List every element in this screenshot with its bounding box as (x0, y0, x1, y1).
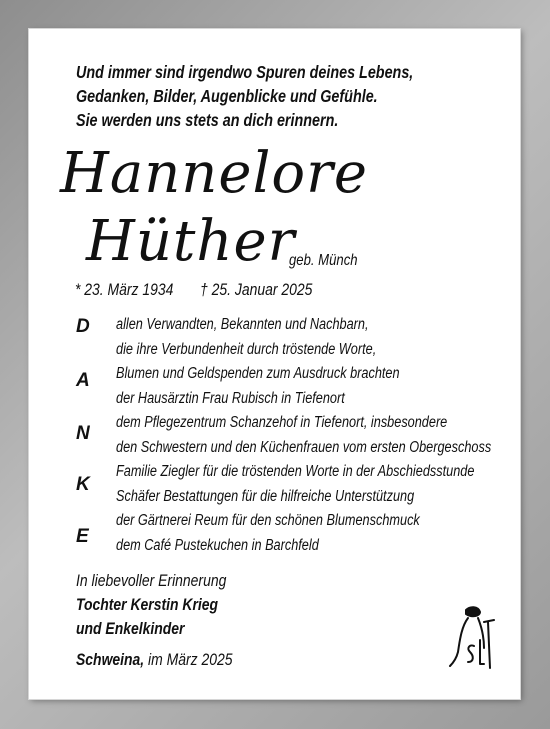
life-dates (75, 280, 313, 300)
mourner-name: Tochter Kerstin Krieg (76, 595, 219, 614)
last-name: Hüther (86, 209, 296, 274)
danke-letter: N (76, 423, 90, 444)
thanks-list (116, 313, 550, 558)
thanks-line: die ihre Verbundenheit durch tröstende Worte, (116, 340, 377, 358)
thanks-line: dem Café Pustekuchen in Barchfeld (116, 536, 319, 554)
closing-block (76, 569, 259, 641)
first-name: Hannelore (60, 141, 369, 206)
date: im März 2025 (144, 650, 233, 669)
closing-line: In liebevoller Erinnerung (76, 571, 227, 590)
thanks-line: der Gärtnerei Reum für den schönen Blumenschmuck (116, 512, 420, 529)
place: Schweina, (76, 650, 145, 669)
quote-block (76, 60, 487, 132)
danke-letter: E (76, 526, 89, 547)
danke-letter: A (76, 370, 90, 391)
danke-letter: K (76, 474, 90, 495)
thanks-line: Blumen und Geldspenden zum Ausdruck brachten (116, 365, 400, 382)
quote-line: Und immer sind irgendwo Spuren deines Lebens, (76, 62, 414, 82)
bell-staff-icon (444, 604, 500, 670)
thanks-line: den Schwestern und den Küchenfrauen vom ersten Obergeschoss (116, 438, 492, 456)
quote-line: Gedanken, Bilder, Augenblicke und Gefühle. (76, 86, 378, 106)
birth-date: * 23. März 1934 (75, 280, 174, 299)
thanks-line: Schäfer Bestattungen für die hilfreiche Unterstützung (116, 487, 415, 505)
maiden-name: geb. Münch (289, 252, 358, 269)
place-date (76, 650, 267, 670)
thanks-line: allen Verwandten, Bekannten und Nachbarn, (116, 316, 369, 333)
mourner-family: und Enkelkinder (76, 619, 185, 638)
thanks-line: dem Pflegezentrum Schanzehof in Tiefenort, insbesondere (116, 414, 448, 431)
thanks-line: der Hausärztin Frau Rubisch in Tiefenort (116, 389, 345, 407)
thanks-line: Familie Ziegler für die tröstenden Worte in der Abschiedsstunde (116, 463, 475, 480)
quote-line: Sie werden uns stets an dich erinnern. (76, 110, 339, 130)
danke-letter: D (76, 316, 90, 337)
death-date: † 25. Januar 2025 (200, 280, 313, 299)
